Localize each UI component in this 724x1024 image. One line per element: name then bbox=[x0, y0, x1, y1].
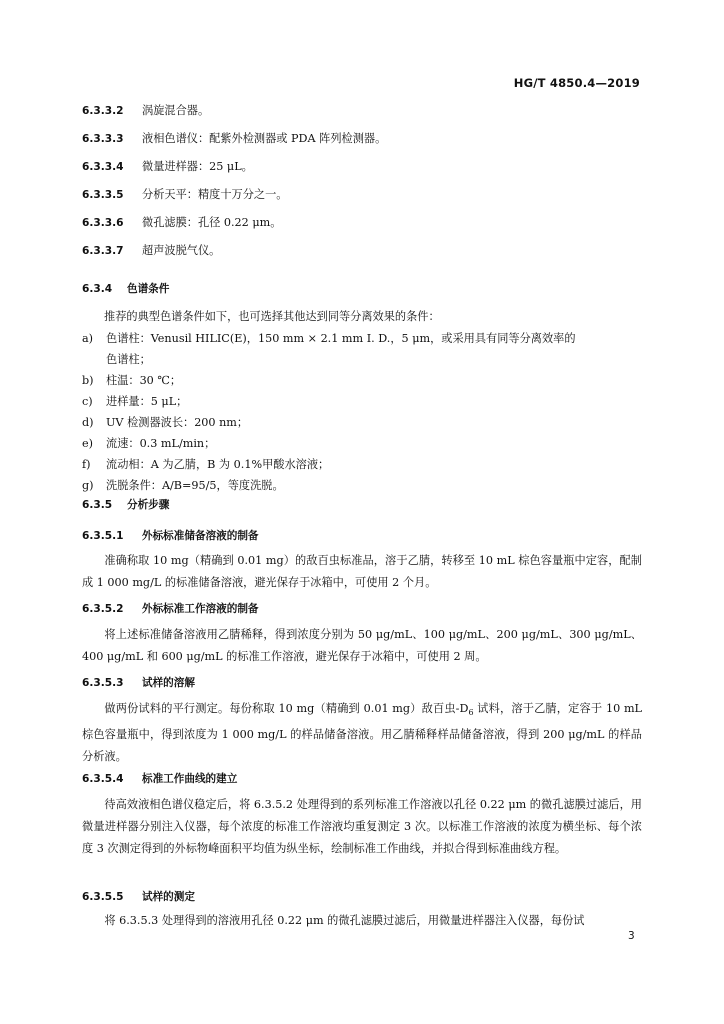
clause-6-3-3-2: 6.3.3.2 涡旋混合器。 bbox=[82, 104, 210, 117]
paragraph-6-3-5-4: 待高效液相色谱仪稳定后，将 6.3.5.2 处理得到的系列标准工作溶液以孔径 0.22 μm 的微孔滤膜过滤后，用微量进样器分别注入仪器，每个浓度的标准工作溶液均重复测定 3 次。以标准工作溶液的浓度为横坐标、每个浓度 3 次测定得到的外标物峰面积平均值为纵坐标，绘制标准工作曲线，并拟合得到标准曲线方程。 bbox=[82, 798, 642, 855]
heading-6-3-5: 6.3.5 分析步骤 bbox=[82, 499, 170, 511]
paragraph-6-3-5-1: 准确称取 10 mg（精确到 0.01 mg）的敌百虫标准品，溶于乙腈，转移至 10 mL 棕色容量瓶中定容，配制成 1 000 mg/L 的标准储备溶液，避光保存于冰箱中，可使用 2 个月。 bbox=[82, 554, 642, 589]
paragraph-6-3-5-3: 做两份试料的平行测定。每份称取 10 mg（精确到 0.01 mg）敌百虫$-D_6$ 试料，溶于乙腈，定容于 10 mL 棕色容量瓶中，得到浓度为 1 000 mg/L 的样品储备溶液。用乙腈稀释样品储备溶液，得到 200 μg/mL 的样品分析液。 bbox=[82, 702, 642, 764]
heading-6-3-5-5: 6.3.5.5 试样的测定 bbox=[82, 891, 195, 903]
heading-6-3-5-1: 6.3.5.1 外标标准储备溶液的制备 bbox=[82, 530, 259, 542]
list-item: d) UV 检测器波长：200 nm； bbox=[82, 416, 249, 429]
clause-6-3-3-6: 6.3.3.6 微孔滤膜：孔径 0.22 μm。 bbox=[82, 216, 282, 229]
conditions-intro: 推荐的典型色谱条件如下，也可选择其他达到同等分离效果的条件： bbox=[104, 310, 440, 323]
clause-6-3-3-4: 6.3.3.4 微量进样器：25 μL。 bbox=[82, 160, 253, 173]
heading-6-3-4: 6.3.4 色谱条件 bbox=[82, 283, 170, 295]
list-item: e) 流速：0.3 mL/min； bbox=[82, 437, 216, 450]
clause-6-3-3-5: 6.3.3.5 分析天平：精度十万分之一。 bbox=[82, 188, 288, 201]
list-item: c) 进样量：5 μL； bbox=[82, 395, 188, 408]
heading-6-3-5-3: 6.3.5.3 试样的溶解 bbox=[82, 677, 195, 689]
standard-code: HG/T 4850.4—2019 bbox=[513, 76, 640, 90]
clause-6-3-3-7: 6.3.3.7 超声波脱气仪。 bbox=[82, 244, 221, 257]
list-item: f) 流动相：A 为乙腈，B 为 0.1%甲酸水溶液； bbox=[82, 458, 330, 471]
list-item: a) 色谱柱：Venusil HILIC(E)，150 mm × 2.1 mm I. D.，5 μm，或采用具有同等分离效率的 bbox=[82, 332, 576, 345]
heading-6-3-5-2: 6.3.5.2 外标标准工作溶液的制备 bbox=[82, 603, 259, 615]
list-item-continuation: 色谱柱； bbox=[106, 353, 151, 366]
conditions-list bbox=[82, 328, 642, 496]
list-item: g) 洗脱条件：A/B=95/5，等度洗脱。 bbox=[82, 479, 284, 492]
paragraph-6-3-5-5: 将 6.3.5.3 处理得到的溶液用孔径 0.22 μm 的微孔滤膜过滤后，用微量进样器注入仪器，每份试 bbox=[104, 914, 585, 927]
clause-6-3-3-3: 6.3.3.3 液相色谱仪：配紫外检测器或 PDA 阵列检测器。 bbox=[82, 132, 387, 145]
paragraph-6-3-5-2: 将上述标准储备溶液用乙腈稀释，得到浓度分别为 50 μg/mL、100 μg/mL、200 μg/mL、300 μg/mL、400 μg/mL 和 600 μg/mL 的标准工作溶液，避光保存于冰箱中，可使用 2 周。 bbox=[82, 628, 642, 663]
list-item: b) 柱温：30 ℃； bbox=[82, 374, 182, 387]
page-number: 3 bbox=[628, 930, 635, 942]
heading-6-3-5-4: 6.3.5.4 标准工作曲线的建立 bbox=[82, 773, 238, 785]
